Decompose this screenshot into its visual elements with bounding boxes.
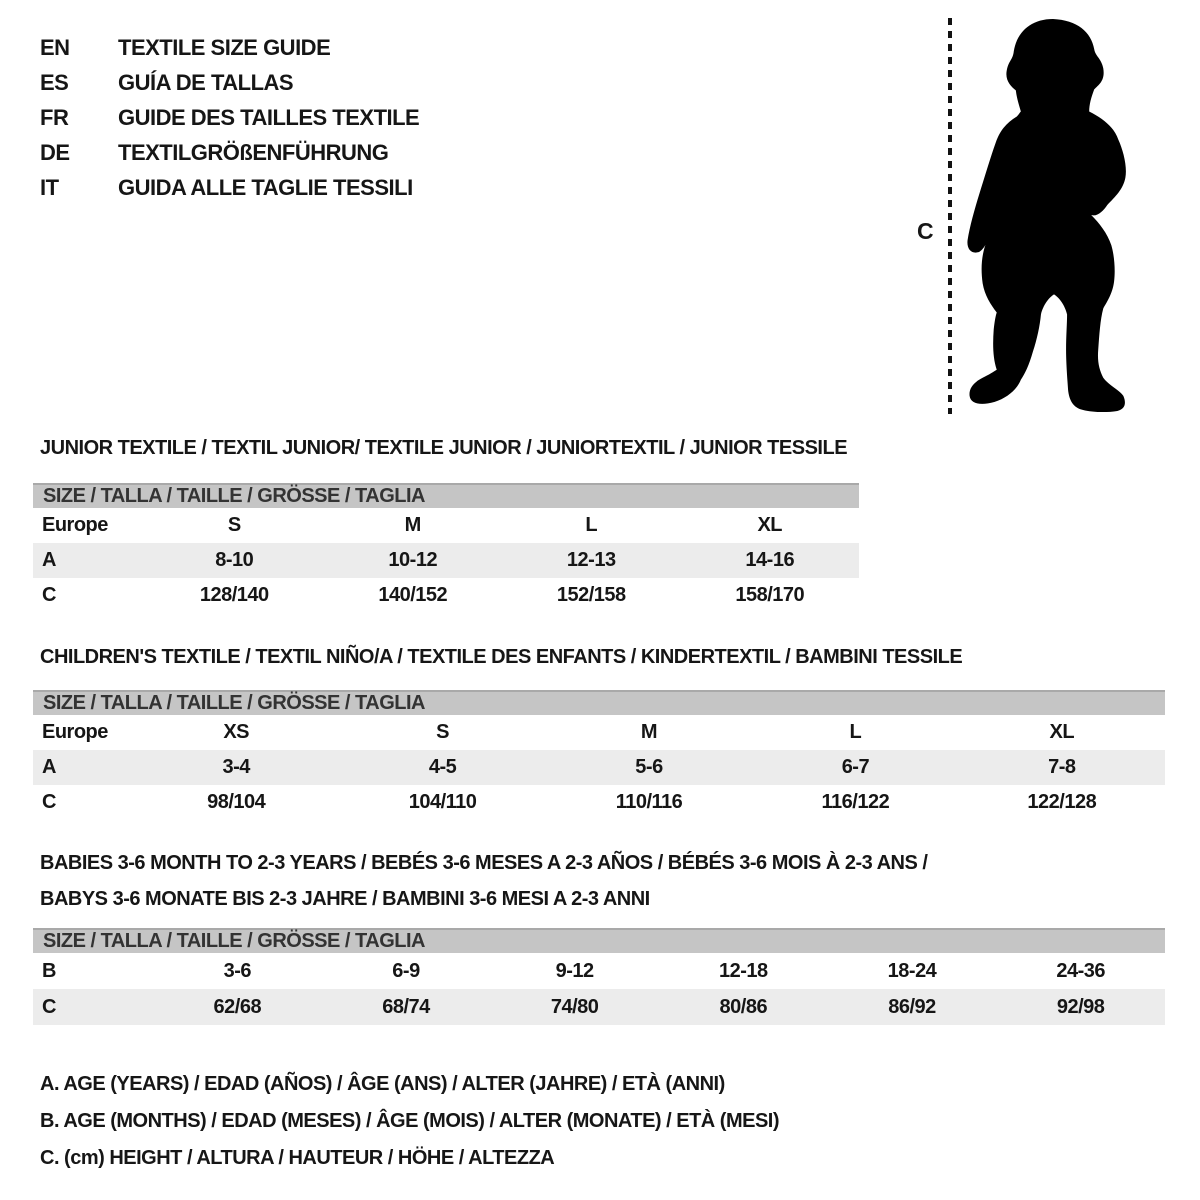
language-code: EN [40,34,70,60]
height-measure-dashed-line [948,18,952,414]
junior-size-table [33,483,859,613]
legend-line-a: A. AGE (YEARS) / EDAD (AÑOS) / ÂGE (ANS) / ALTER (JAHRE) / ETÀ (ANNI) [40,1073,725,1095]
language-code: FR [40,104,69,130]
table-row-age-years [33,750,1165,785]
cell: 158/170 [735,584,805,606]
cell: XS [223,721,250,743]
cell: M [640,721,658,743]
language-label: TEXTILE SIZE GUIDE [118,34,331,60]
table-row-height [33,785,1165,820]
cell: 152/158 [556,584,626,606]
cell: 9-12 [555,959,594,982]
cell: 104/110 [408,791,477,813]
table-row-age-months [33,953,1165,989]
row-label: Europe [42,514,108,536]
language-list [40,30,419,205]
table-size-header: SIZE / TALLA / TAILLE / GRÖSSE / TAGLIA [33,690,1165,715]
language-row-en [40,30,419,65]
cell: 3-4 [222,756,250,778]
cell: 86/92 [888,995,936,1018]
cell: 24-36 [1056,959,1105,982]
cell: 68/74 [382,995,430,1018]
babies-size-table [33,928,1165,1025]
cell: 128/140 [199,584,269,606]
table-size-header: SIZE / TALLA / TAILLE / GRÖSSE / TAGLIA [33,928,1165,953]
cell: 116/122 [821,791,890,813]
row-label: A [42,756,56,778]
table-row-europe [33,715,1165,750]
cell: 7-8 [1048,756,1076,778]
row-label: C [42,791,56,813]
language-label: GUÍA DE TALLAS [118,69,294,95]
cell: 6-7 [841,756,870,778]
cell: 18-24 [887,959,937,982]
cell: 14-16 [745,549,795,571]
legend-line-c: C. (cm) HEIGHT / ALTURA / HAUTEUR / HÖHE / ALTEZZA [40,1147,555,1169]
language-row-de [40,135,419,170]
cell: M [404,514,421,536]
language-row-es [40,65,419,100]
row-label: C [42,995,56,1018]
language-row-fr [40,100,419,135]
table-row-height [33,578,859,613]
cell: 140/152 [378,584,448,606]
cell: 80/86 [719,995,768,1018]
table-row-europe [33,508,859,543]
row-label: B [42,959,56,982]
language-row-it [40,170,419,205]
table-row-age-years [33,543,859,578]
cell: 62/68 [213,995,262,1018]
legend-line-b: B. AGE (MONTHS) / EDAD (MESES) / ÂGE (MOIS) / ALTER (MONATE) / ETÀ (MESI) [40,1110,780,1132]
language-label: GUIDE DES TAILLES TEXTILE [118,104,420,130]
cell: 92/98 [1056,995,1105,1018]
cell: S [436,721,450,743]
legend [40,1066,779,1177]
cell: L [849,721,862,743]
cell: L [585,514,598,536]
cell: 10-12 [388,549,438,571]
cell: 98/104 [207,791,266,813]
language-code: DE [40,139,70,165]
cell: 8-10 [215,549,254,571]
row-label: A [42,549,56,571]
cell: 6-9 [392,959,420,982]
section-title-babies: BABIES 3-6 MONTH TO 2-3 YEARS / BEBÉS 3-6 MESES A 2-3 AÑOS / BÉBÉS 3-6 MOIS À 2-3 ANS / BABYS 3-6 MONATE BIS 2-3 JAHRE / BAMBINI 3-6 MESI A 2-3 ANNI [40,852,928,910]
cell: 12-13 [566,549,616,571]
language-label: GUIDA ALLE TAGLIE TESSILI [118,174,413,200]
measure-label-c: C [917,218,934,244]
section-title-children: CHILDREN'S TEXTILE / TEXTIL NIÑO/A / TEXTILE DES ENFANTS / KINDERTEXTIL / BAMBINI TESSILE [40,646,963,668]
cell: 12-18 [719,959,768,982]
cell: 3-6 [223,959,252,982]
table-size-header: SIZE / TALLA / TAILLE / GRÖSSE / TAGLIA [33,483,859,508]
cell: XL [1049,721,1075,743]
children-size-table [33,690,1165,820]
cell: XL [757,514,783,536]
language-code: IT [40,174,59,200]
cell: 5-6 [635,756,663,778]
toddler-silhouette-icon [966,16,1138,418]
cell: 74/80 [550,995,599,1018]
row-label: Europe [42,721,108,743]
row-label: C [42,584,56,606]
language-code: ES [40,69,69,95]
cell: 122/128 [1027,791,1097,813]
section-title-junior: JUNIOR TEXTILE / TEXTIL JUNIOR/ TEXTILE JUNIOR / JUNIORTEXTIL / JUNIOR TESSILE [40,437,848,459]
cell: 4-5 [428,756,457,778]
language-label: TEXTILGRÖßENFÜHRUNG [118,139,389,165]
cell: 110/116 [615,791,683,813]
table-row-height [33,989,1165,1025]
cell: S [227,514,241,536]
